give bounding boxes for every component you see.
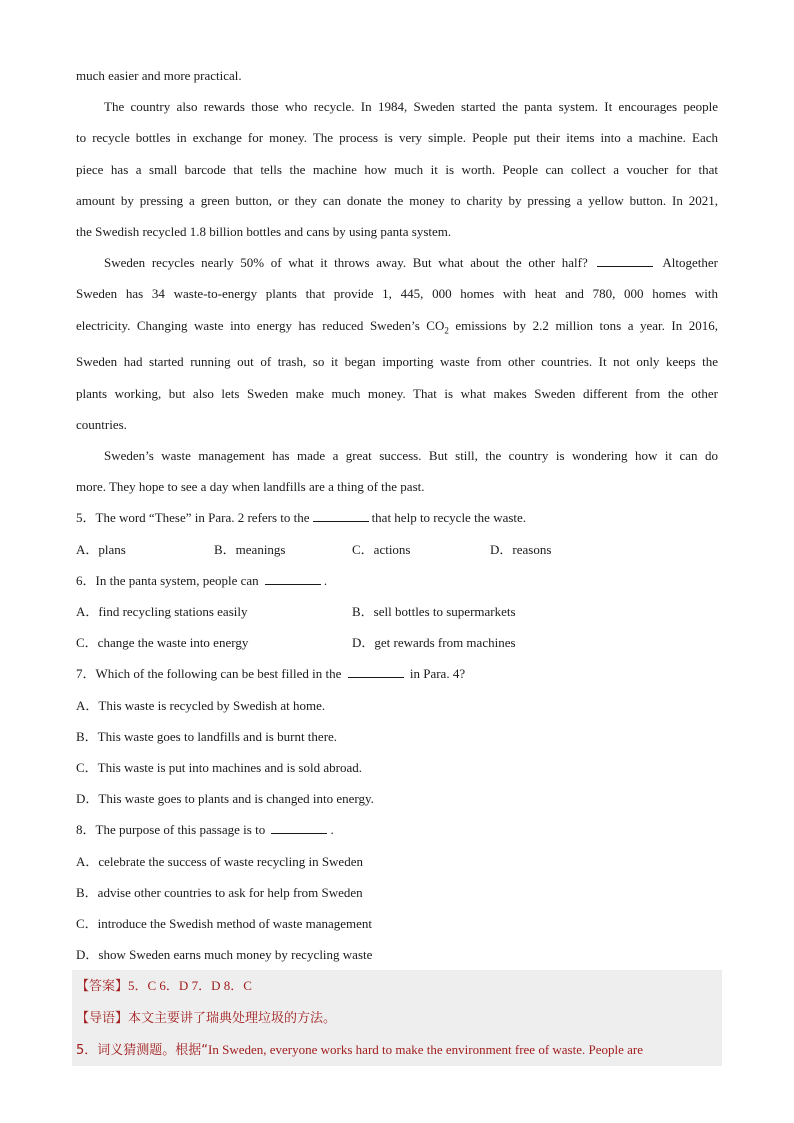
question-stem: 8．The purpose of this passage is to . xyxy=(76,822,334,838)
option-row xyxy=(76,534,718,565)
answer-blank xyxy=(313,509,369,522)
option-c[interactable]: C．change the waste into energy xyxy=(76,635,249,651)
document-page xyxy=(76,60,718,1066)
text-line: Sweden recycles nearly 50% of what it throws away. But what about the other half? Altogether xyxy=(104,255,718,271)
text-line: electricity. Changing waste into energy has reduced Sweden’s $CO_2$ emissions by 2.2 million tons a year. In 2016, xyxy=(76,317,718,336)
text-line: Sweden has 34 waste-to-energy plants that provide 1, 445, 000 homes with heat and 780, 000 homes with xyxy=(76,286,718,302)
question-stem: 7．Which of the following can be best filled in the in Para. 4? xyxy=(76,666,466,682)
option-a[interactable]: A．plans xyxy=(76,541,126,557)
option-a[interactable]: A．find recycling stations easily xyxy=(76,604,248,620)
option-b[interactable]: B．sell bottles to supermarkets xyxy=(352,604,516,620)
question-stem: 6．In the panta system, people can . xyxy=(76,572,328,588)
guide-line xyxy=(76,1003,722,1034)
answer-blank xyxy=(265,572,321,585)
paragraph-energy xyxy=(76,247,718,440)
option-b[interactable]: B．This waste goes to landfills and is burnt there. xyxy=(76,728,338,744)
question-7 xyxy=(76,658,718,814)
option-c[interactable]: C．actions xyxy=(352,541,411,557)
option-d[interactable]: D．get rewards from machines xyxy=(352,635,516,651)
paragraph-panta xyxy=(76,91,718,247)
question-stem: 5．The word “These” in Para. 2 refers to the that help to recycle the waste. xyxy=(76,510,527,526)
guide-label: 【导语】 xyxy=(76,1010,129,1026)
text-line: Sweden had started running out of trash, so it began importing waste from other countries. It not only keeps the xyxy=(76,354,718,370)
text-line: Sweden’s waste management has made a great success. But still, the country is wondering how it can do xyxy=(104,448,718,464)
answer-blank xyxy=(348,665,404,678)
option-c[interactable]: C．This waste is put into machines and is sold abroad. xyxy=(76,760,362,776)
answer-values: 5．C 6．D 7．D 8．C xyxy=(128,978,252,994)
text-line: countries. xyxy=(76,416,127,432)
answer-label: 【答案】 xyxy=(76,979,129,995)
option-d[interactable]: D．show Sweden earns much money by recycling waste xyxy=(76,947,373,963)
answer-key xyxy=(76,970,722,1002)
question-8 xyxy=(76,814,718,970)
text-line: plants working, but also lets Sweden make much money. That is what makes Sweden different from the other xyxy=(76,385,718,401)
guide-text: 本文主要讲了瑞典处理垃圾的方法。 xyxy=(128,1010,337,1026)
answer-section xyxy=(72,970,722,1066)
option-b[interactable]: B．meanings xyxy=(214,541,286,557)
text-line: The country also rewards those who recycle. In 1984, Sweden started the panta system. It encourages people xyxy=(104,99,718,115)
explanation-line: 5．词义猜测题。根据“In Sweden, everyone works hard to make the environment free of waste. People are xyxy=(76,1041,643,1058)
text-line: more. They hope to see a day when landfills are a thing of the past. xyxy=(76,479,425,495)
option-a[interactable]: A．celebrate the success of waste recycling in Sweden xyxy=(76,853,363,869)
answer-blank xyxy=(597,254,653,267)
option-d[interactable]: D．reasons xyxy=(490,541,552,557)
option-a[interactable]: A．This waste is recycled by Swedish at home. xyxy=(76,697,326,713)
paragraph-conclusion xyxy=(76,440,718,502)
text-line: piece has a small barcode that tells the machine how much it is worth. People can collect a voucher for that xyxy=(76,161,718,177)
option-c[interactable]: C．introduce the Swedish method of waste management xyxy=(76,916,373,932)
option-b[interactable]: B．advise other countries to ask for help from Sweden xyxy=(76,884,363,900)
option-row xyxy=(76,596,718,627)
paragraph-end: much easier and more practical. xyxy=(76,68,242,83)
answer-blank xyxy=(271,821,327,834)
question-6 xyxy=(76,565,718,659)
option-d[interactable]: D．This waste goes to plants and is changed into energy. xyxy=(76,791,374,807)
option-row xyxy=(76,627,718,658)
text-line: the Swedish recycled 1.8 billion bottles and cans by using panta system. xyxy=(76,224,452,240)
text-line: to recycle bottles in exchange for money. The process is very simple. People put their items into a machine. Each xyxy=(76,130,718,146)
question-5 xyxy=(76,502,718,564)
text-line: amount by pressing a green button, or they can donate the money to charity by pressing a yellow button. In 2021, xyxy=(76,192,718,208)
